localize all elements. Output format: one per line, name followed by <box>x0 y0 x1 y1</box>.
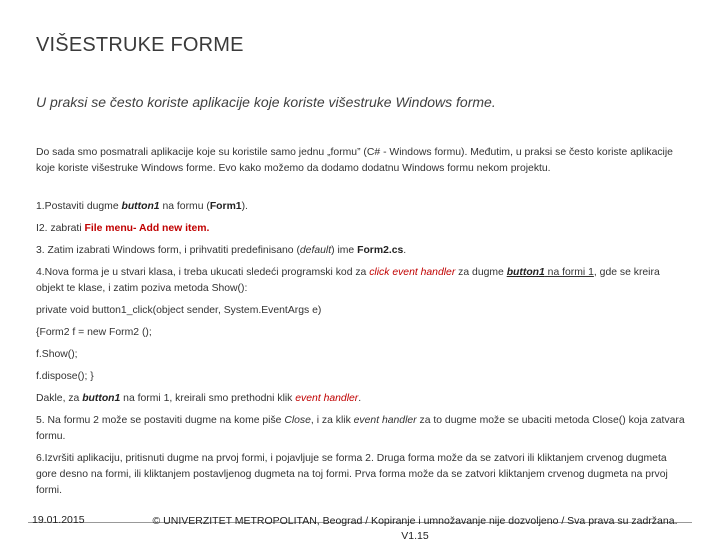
footer-copyright: © UNIVERZITET METROPOLITAN, Beograd / Kopiranje i umnožavanje nije dozvoljeno / Sva prava su zadržana. V1.15 <box>152 515 678 542</box>
step-1: 1.Postaviti dugme button1 na formu (Form1). <box>36 201 248 212</box>
page-subtitle: U praksi se često koriste aplikacije koje koriste višestruke Windows forme. <box>36 94 496 110</box>
step-3: 3. Zatim izabrati Windows form, i prihvatiti predefinisano (default) ime Form2.cs. <box>36 245 407 256</box>
step-4: 4.Nova forma je u stvari klasa, i treba ukucati sledeći programski kod za click event handler za dugme button1 na formi 1, gde se kreira objekt te klase, i zatim poziva metoda Show(): <box>36 267 660 294</box>
step-2: I2. zabrati File menu- Add new item. <box>36 223 210 234</box>
footer-date: 19.01.2015 <box>32 514 85 526</box>
code-line-3: f.Show(); <box>36 349 78 360</box>
dakle-paragraph: Dakle, za button1 na formi 1, kreirali smo prethodni klik event handler. <box>36 393 362 404</box>
code-line-2: {Form2 f = new Form2 (); <box>36 327 152 338</box>
step-5: 5. Na formu 2 može se postaviti dugme na kome piše Close, i za klik event handler za to dugme može se ubaciti metoda Close() koja zatvara formu. <box>36 415 685 442</box>
code-line-4: f.dispose(); } <box>36 371 94 382</box>
content-body <box>36 145 688 505</box>
intro-paragraph: Do sada smo posmatrali aplikacije koje su koristile samo jednu „formu” (C# - Windows formu). Međutim, u praksi se često koriste aplikacije koje koriste višestruke Windows forme. Evo kako možemo da dodamo dodatnu Windows formu nekom projektu. <box>36 147 673 174</box>
code-line-1: private void button1_click(object sender, System.EventArgs e) <box>36 305 322 316</box>
page-title: VIŠESTRUKE FORME <box>36 34 244 56</box>
step-6: 6.Izvršiti aplikaciju, pritisnuti dugme na prvoj formi, i pojavljuje se forma 2. Druga forma može da se zatvori ili kliktanjem crvenog dugmeta gore desno na formi, ili kliktanjem postavljenog dugmeta na toj formi. Prva forma može da se zatvori kliktanjem crvenog dugmeta na prvoj formi. <box>36 453 668 496</box>
